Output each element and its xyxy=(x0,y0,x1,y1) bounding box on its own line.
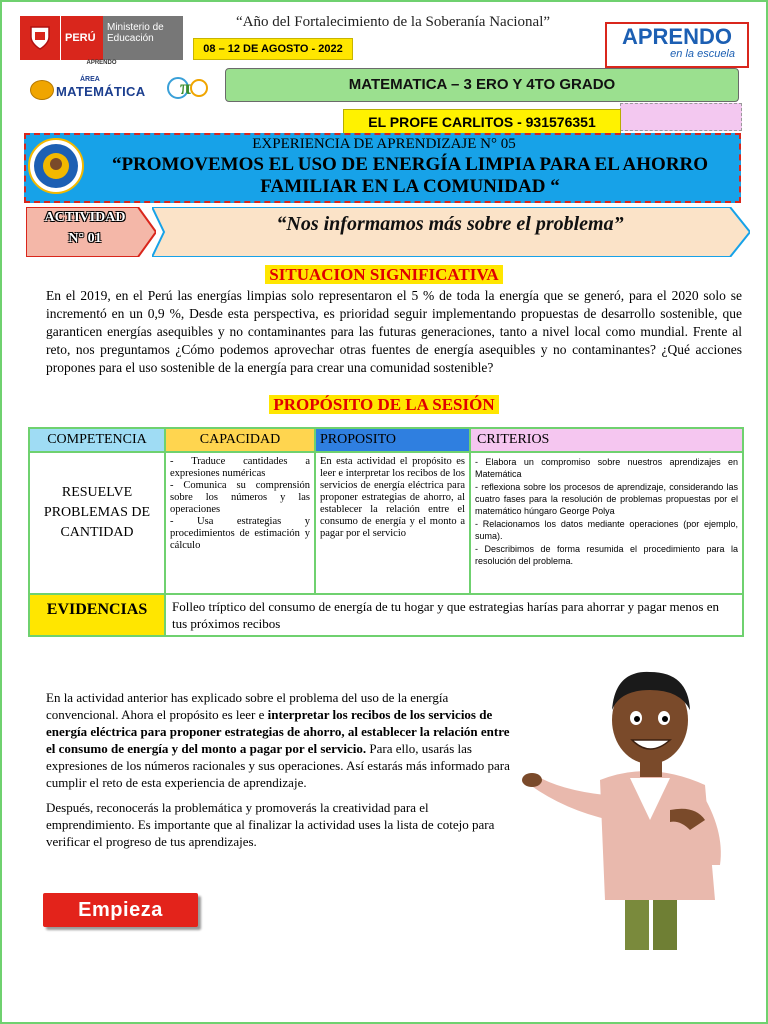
header-criterios: CRITERIOS xyxy=(470,428,743,452)
pink-decoration xyxy=(620,103,742,131)
minedu-country: PERÚ xyxy=(60,16,103,60)
intro-text xyxy=(46,689,511,858)
capacidad-item: - Traduce cantidades a expresiones numéricas xyxy=(170,456,310,479)
situation-heading: SITUACION SIGNIFICATIVA xyxy=(265,265,502,284)
criterio-item: - Relacionamos los datos mediante operaciones (por ejemplo, suma). xyxy=(475,519,738,541)
competencia-cell: RESUELVE PROBLEMAS DE CANTIDAD xyxy=(29,452,165,594)
situation-text: En el 2019, en el Perú las energías limpias solo representaron el 5 % de toda la energía que se generó, para el 2020 solo se incrementó en un 0,9 %, Desde esta perspectiva, es prioridad seguir implementando propuestas de desarrollo sostenible, que garanticen energías asequibles y no contaminantes para las futuras generaciones, tanto a nivel local como mundial. Frente al reto, nos preguntamos ¿Cómo podemos aprovechar otras fuentes de energía asequibles y no contaminantes? ¿Qué acciones propones para el uso sostenible de la energía para crear una comunidad sostenible? xyxy=(46,288,742,375)
start-button[interactable]: Empieza xyxy=(43,893,198,927)
proposito-cell: En esta actividad el propósito es leer e interpretar los recibos de los servicios de energía eléctrica para proponer estrategias de ahorro, al establecer la relación entre el consumo de energía y el monto a pagar por el servicio xyxy=(315,452,470,594)
minedu-ministry: Ministerio de Educación xyxy=(103,16,183,60)
intro-p1-end: Para ello, usarás las expresiones de los números racionales y sus operaciones. Así estarás más informado para cumplir el reto de esta experiencia de aprendizaje. xyxy=(46,741,510,790)
table-header-row xyxy=(29,428,743,452)
header-capacidad: CAPACIDAD xyxy=(165,428,315,452)
intro-paragraph-2: Después, reconocerás la problemática y promoverás la creatividad para el emprendimiento. Es importante que al finalizar la actividad uses la lista de cotejo para verificar el progreso de tus aprendizajes. xyxy=(46,800,495,849)
criterio-item: - Describimos de forma resumida el procedimiento para la resolución del problema. xyxy=(475,544,738,566)
intro-p1-start: En la actividad anterior has explicado sobre el problema del uso de la energía convencional. Ahora el propósito es leer e xyxy=(46,690,449,722)
purpose-heading-wrap xyxy=(0,395,768,415)
aprendo-logo xyxy=(605,22,749,68)
aprendo-logo-subtitle: en la escuela xyxy=(670,48,735,60)
svg-text:π: π xyxy=(180,77,191,99)
intro-p1-bold: interpretar los recibos de los servicios de energía eléctrica para proponer estrategias de ahorro, al establecer la relación entre el consumo de energía y del monto a pagar por el servicio. xyxy=(46,707,510,756)
intro-paragraph-1 xyxy=(46,689,511,791)
purpose-table xyxy=(28,427,744,637)
activity-title: “Nos informamos más sobre el problema” xyxy=(276,213,624,235)
header-competencia: COMPETENCIA xyxy=(29,428,165,452)
criterios-cell xyxy=(470,452,743,594)
capacidad-item: - Comunica su comprensión sobre los números y las operaciones xyxy=(170,480,310,515)
area-matematica-logo xyxy=(30,74,160,108)
boy-illustration xyxy=(520,660,750,960)
situation-heading-wrap xyxy=(0,265,768,285)
capacidad-item: - Usa estrategias y procedimientos de estimación y cálculo xyxy=(170,516,310,551)
peru-shield-icon xyxy=(20,16,60,60)
date-range: 08 – 12 DE AGOSTO - 2022 xyxy=(193,38,353,60)
evidencias-text: Folleo tríptico del consumo de energía de tu hogar y que estrategias harías para ahorrar y pagar menos en tus próximos recibos xyxy=(165,594,743,636)
aprendo-logo-title: APRENDO xyxy=(621,24,732,49)
minedu-tag: APRENDO xyxy=(86,60,117,66)
capacidad-cell xyxy=(165,452,315,594)
experience-title: “PROMOVEMOS EL USO DE ENERGÍA LIMPIA PARA EL AHORRO FAMILIAR EN LA COMUNIDAD “ xyxy=(111,154,709,197)
experience-label: EXPERIENCIA DE APRENDIZAJE N° 05 xyxy=(252,136,516,152)
area-logo-area: ÁREA xyxy=(80,76,100,83)
activity-label: ACTIVIDAD xyxy=(44,210,126,225)
minedu-logo xyxy=(20,16,183,60)
criterio-item: - reflexiona sobre los procesos de aprendizaje, considerando las cuatro fases para la resolución de problemas propuestas por el matemático húngaro George Polya xyxy=(475,482,738,516)
evidencias-label: EVIDENCIAS xyxy=(29,594,165,636)
area-logo-name: MATEMÁTICA xyxy=(56,84,146,99)
pi-icon xyxy=(166,74,210,102)
activity-number: N° 01 xyxy=(68,231,102,246)
grade-bar: MATEMATICA – 3 ERO Y 4TO GRADO xyxy=(225,68,739,102)
area-logo-icon xyxy=(30,80,54,100)
header-proposito: PROPOSITO xyxy=(315,428,470,452)
table-row xyxy=(29,452,743,594)
year-motto: “Año del Fortalecimiento de la Soberanía Nacional” xyxy=(235,14,551,30)
evidencias-row xyxy=(29,594,743,636)
purpose-heading: PROPÓSITO DE LA SESIÓN xyxy=(269,395,498,414)
teacher-label: EL PROFE CARLITOS - 931576351 xyxy=(343,109,621,135)
criterio-item: - Elabora un compromiso sobre nuestros aprendizajes en Matemática xyxy=(475,457,738,479)
